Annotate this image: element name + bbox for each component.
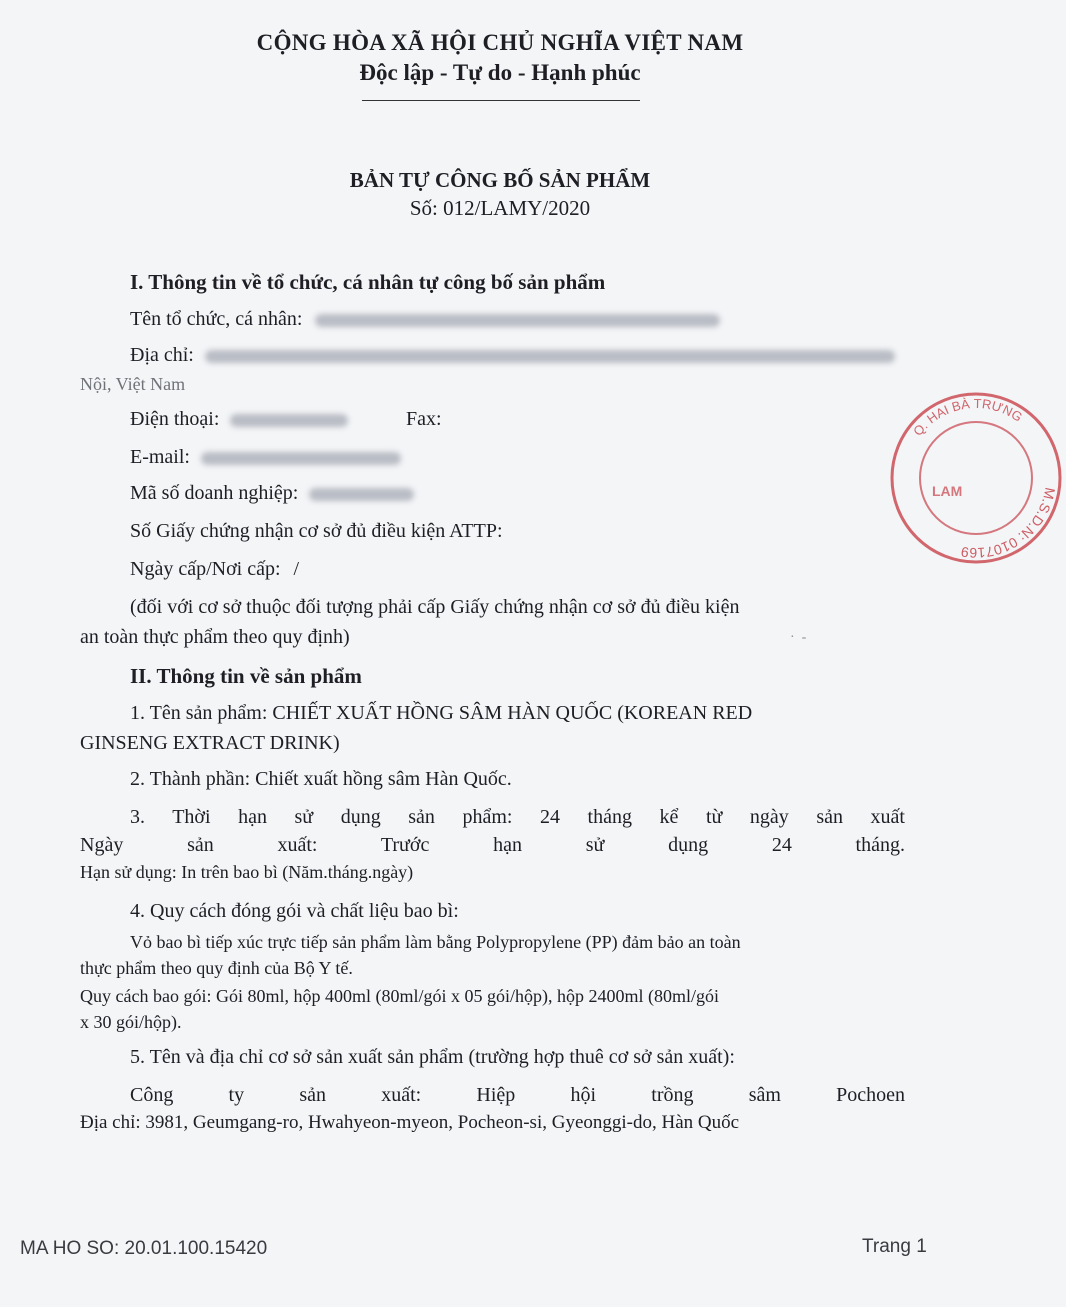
section1-heading: I. Thông tin về tổ chức, cá nhân tự công bố sản phẩm [130, 270, 606, 294]
svg-text:Q. HAI BÀ TRƯNG: Q. HAI BÀ TRƯNG [910, 395, 1026, 439]
org-redacted [315, 314, 720, 327]
phone-redacted [230, 414, 348, 427]
item5-heading: 5. Tên và địa chỉ cơ sở sản xuất sản phẩm (trường hợp thuê cơ sở sản xuất): [130, 1046, 735, 1068]
email-row [130, 446, 401, 469]
issue-row [130, 558, 299, 581]
address-redacted [205, 350, 895, 363]
header-rule [362, 100, 640, 101]
company-seal-stamp [886, 388, 1066, 568]
note-line1: (đối với cơ sở thuộc đối tượng phải cấp Giấy chứng nhận cơ sở đủ điều kiện [130, 596, 740, 618]
tax-label: Mã số doanh nghiệp: [130, 482, 299, 504]
scan-speck: · - [790, 630, 807, 645]
address-tail: Nội, Việt Nam [80, 374, 186, 394]
item4-line2: thực phẩm theo quy định của Bộ Y tế. [80, 958, 353, 978]
item1-line1: 1. Tên sản phẩm: CHIẾT XUẤT HỒNG SÂM HÀN QUỐC (KOREAN RED [130, 702, 753, 724]
item3-line3: Hạn sử dụng: In trên bao bì (Năm.tháng.ngày) [80, 862, 414, 882]
item5-line2: Địa chỉ: 3981, Geumgang-ro, Hwahyeon-myeon, Pocheon-si, Gyeonggi-do, Hàn Quốc [80, 1112, 740, 1133]
item3-line2: Ngày sản xuất: Trước hạn sử dụng 24 tháng. [80, 834, 905, 856]
email-redacted [201, 452, 401, 465]
country-header: CỘNG HÒA XÃ HỘI CHỦ NGHĨA VIỆT NAM [256, 30, 744, 55]
org-label: Tên tổ chức, cá nhân: [130, 308, 303, 330]
item2: 2. Thành phần: Chiết xuất hồng sâm Hàn Quốc. [130, 768, 512, 790]
issue-label: Ngày cấp/Nơi cấp: [130, 558, 281, 580]
note-line2: an toàn thực phẩm theo quy định) [80, 626, 350, 648]
item3-line1: 3. Thời hạn sử dụng sản phẩm: 24 tháng kể từ ngày sản xuất [130, 806, 905, 828]
item4-line4: x 30 gói/hộp). [80, 1012, 182, 1032]
item4-line1: Vỏ bao bì tiếp xúc trực tiếp sản phẩm làm bằng Polypropylene (PP) đảm bảo an toàn [130, 932, 741, 952]
item5-line1: Công ty sản xuất: Hiệp hội trồng sâm Pochoen [130, 1084, 905, 1106]
page-number: Trang 1 [862, 1236, 927, 1257]
motto-header: Độc lập - Tự do - Hạnh phúc [359, 60, 641, 85]
fax-label: Fax: [406, 408, 442, 430]
org-row [130, 308, 720, 331]
phone-row [130, 408, 348, 431]
item4-heading: 4. Quy cách đóng gói và chất liệu bao bì: [130, 900, 459, 922]
cert-label: Số Giấy chứng nhận cơ sở đủ điều kiện ATTP: [130, 520, 503, 542]
tax-row [130, 482, 414, 505]
email-label: E-mail: [130, 446, 190, 468]
item4-line3: Quy cách bao gói: Gói 80ml, hộp 400ml (80ml/gói x 05 gói/hộp), hộp 2400ml (80ml/gói [80, 986, 719, 1006]
issue-value: / [293, 558, 300, 580]
file-code: MA HO SO: 20.01.100.15420 [20, 1238, 268, 1259]
document-number: Số: 012/LAMY/2020 [409, 196, 591, 220]
svg-text:M.S.D.N: 0107169: M.S.D.N: 0107169 [959, 486, 1059, 562]
section2-heading: II. Thông tin về sản phẩm [130, 664, 362, 688]
address-row [130, 344, 895, 367]
tax-redacted [309, 488, 414, 501]
phone-label: Điện thoại: [130, 408, 220, 430]
svg-text:LAM: LAM [932, 483, 963, 499]
document-title: BẢN TỰ CÔNG BỐ SẢN PHẨM [349, 168, 651, 192]
item1-line2: GINSENG EXTRACT DRINK) [80, 732, 340, 754]
address-label: Địa chỉ: [130, 344, 194, 366]
